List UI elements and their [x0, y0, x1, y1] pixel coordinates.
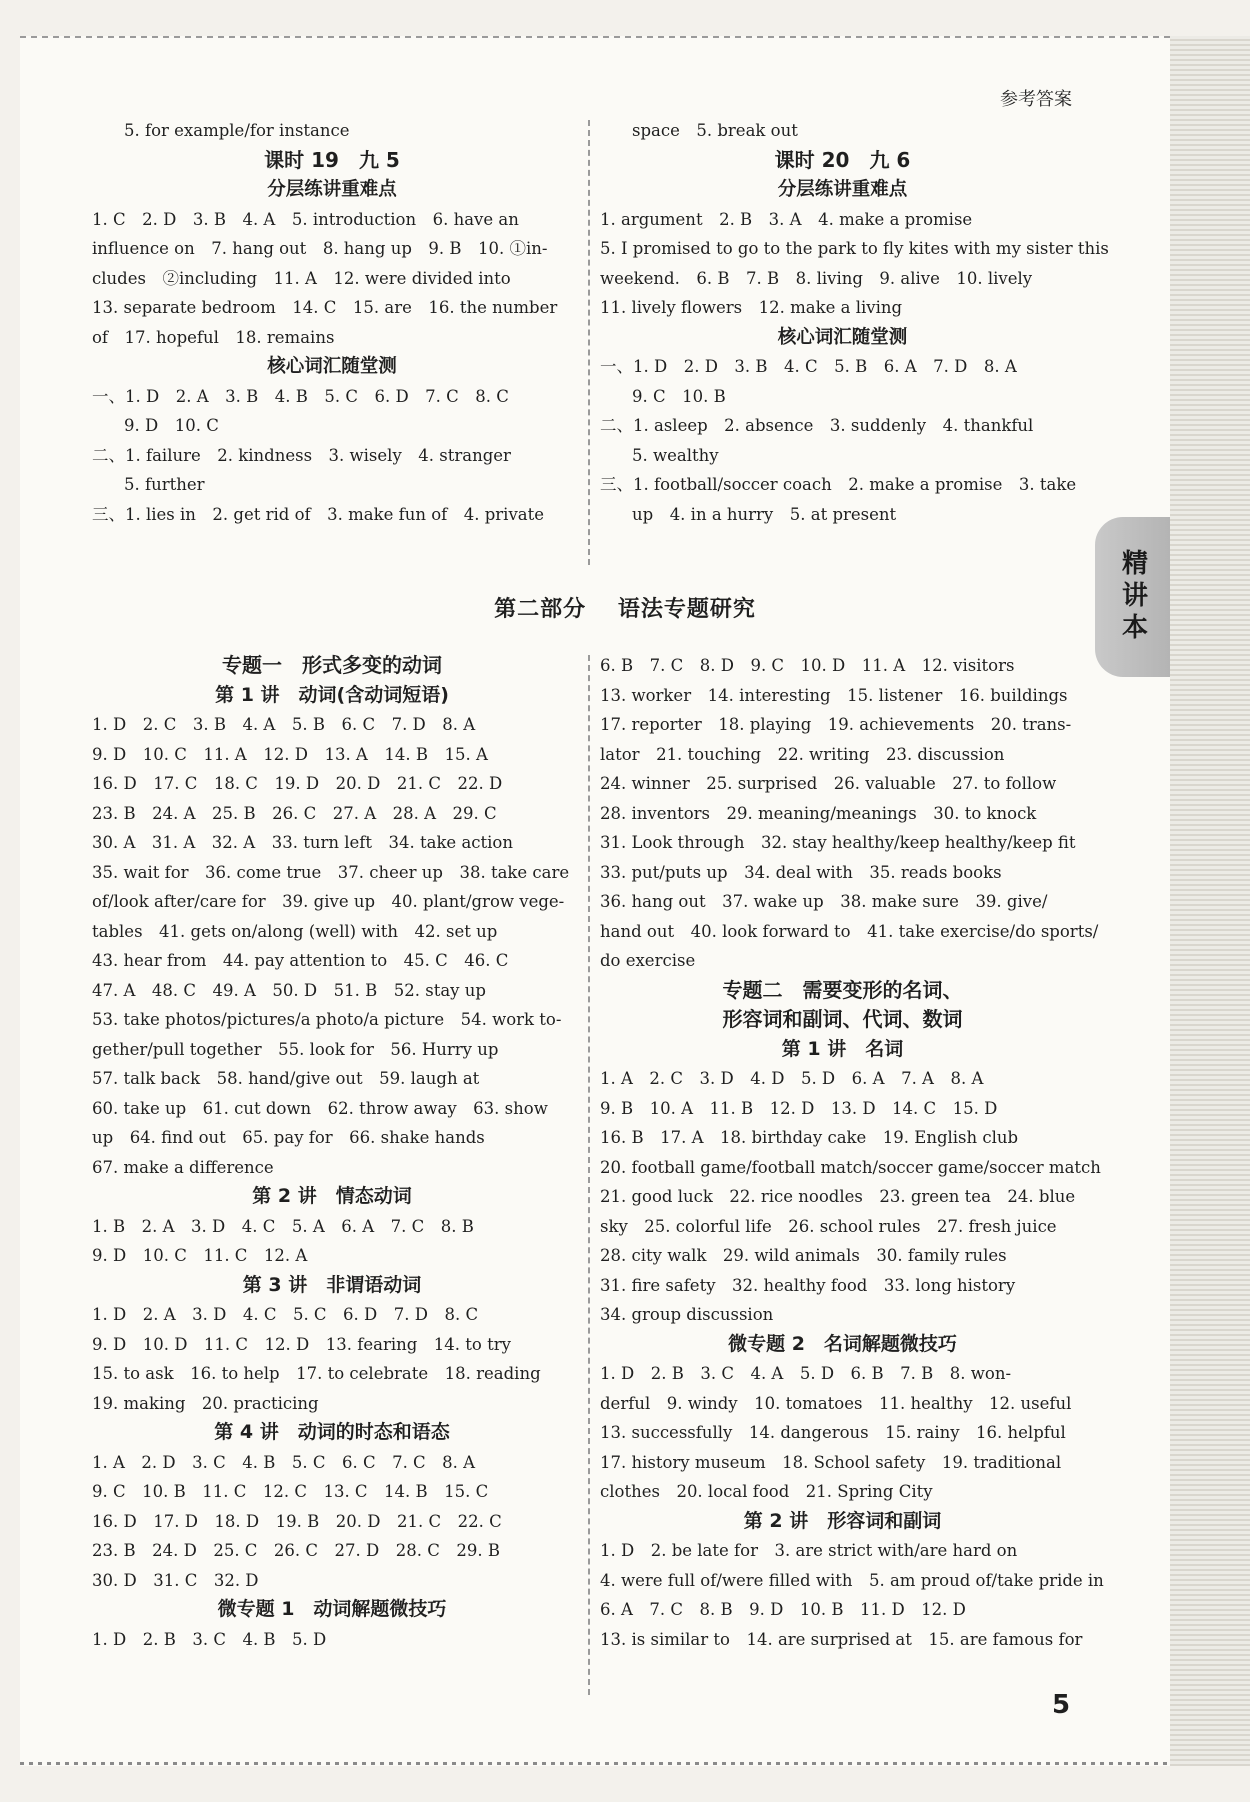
answer-line: 23. B 24. A 25. B 26. C 27. A 28. A 29. C [92, 803, 497, 823]
answer-line: 23. B 24. D 25. C 26. C 27. D 28. C 29. B [92, 1541, 500, 1560]
answer-line: 三、1. lies in 2. get rid of 3. make fun of 4. private [92, 504, 545, 524]
answer-line: 1. argument 2. B 3. A 4. make a promise [600, 209, 973, 229]
page-edge [1170, 36, 1250, 1766]
answer-line: 13. successfully 14. dangerous 15. rainy 16. helpful [600, 1423, 1066, 1442]
side-tab-text: 精讲本 [1117, 549, 1148, 645]
answer-line: gether/pull together 55. look for 56. Hurry up [92, 1039, 499, 1059]
answer-line: 16. D 17. C 18. C 19. D 20. D 21. C 22. D [92, 774, 503, 793]
answer-line: 6. A 7. C 8. B 9. D 10. B 11. D 12. D [600, 1600, 966, 1619]
section-heading: 微专题 1 动词解题微技巧 [217, 1598, 447, 1620]
answer-line: sky 25. colorful life 26. school rules 27. fresh juice [600, 1216, 1057, 1236]
answer-line: up 64. find out 65. pay for 66. shake hands [92, 1128, 485, 1147]
answer-line: 一、1. D 2. D 3. B 4. C 5. B 6. A 7. D 8. A [600, 357, 1017, 376]
top-rule [20, 36, 1170, 38]
answer-line: 30. D 31. C 32. D [92, 1570, 259, 1590]
answer-line: 53. take photos/pictures/a photo/a picture 54. work to- [92, 1010, 562, 1029]
answer-line: 15. to ask 16. to help 17. to celebrate 18. reading [92, 1364, 541, 1383]
answer-line: weekend. 6. B 7. B 8. living 9. alive 10. lively [600, 268, 1033, 288]
answer-line: 35. wait for 36. come true 37. cheer up 38. take care [92, 862, 570, 882]
answer-line: 17. reporter 18. playing 19. achievements 20. trans- [600, 715, 1072, 734]
answer-line: 16. B 17. A 18. birthday cake 19. English club [600, 1128, 1019, 1147]
answer-line: 5. further [124, 475, 205, 494]
section-heading: 课时 20 九 6 [774, 147, 911, 172]
answer-line: 三、1. football/soccer coach 2. make a promise 3. take [600, 475, 1077, 494]
section-heading: 课时 19 九 5 [264, 147, 400, 172]
answer-line: do exercise [600, 951, 696, 970]
answer-line: 13. separate bedroom 14. C 15. are 16. the number [92, 298, 558, 317]
answer-line: 24. winner 25. surprised 26. valuable 27. to follow [600, 774, 1057, 793]
answer-line: 6. B 7. C 8. D 9. C 10. D 11. A 12. visitors [600, 656, 1015, 675]
answer-line: 1. B 2. A 3. D 4. C 5. A 6. A 7. C 8. B [92, 1216, 474, 1236]
answer-line: 1. C 2. D 3. B 4. A 5. introduction 6. have an [92, 209, 519, 229]
answer-line: clothes 20. local food 21. Spring City [600, 1482, 933, 1501]
answer-line: 47. A 48. C 49. A 50. D 51. B 52. stay up [92, 980, 486, 1000]
page-number: 5 [1052, 1690, 1071, 1720]
answer-line: 34. group discussion [600, 1305, 774, 1324]
answer-line: 43. hear from 44. pay attention to 45. C 46. C [92, 951, 509, 970]
answer-line: 33. put/puts up 34. deal with 35. reads books [600, 862, 1002, 882]
section-heading: 分层练讲重难点 [777, 179, 908, 200]
section-heading: 分层练讲重难点 [267, 179, 397, 200]
section-heading: 第 3 讲 非谓语动词 [242, 1273, 422, 1296]
answer-line: 16. D 17. D 18. D 19. B 20. D 21. C 22. C [92, 1511, 502, 1531]
answer-line: 19. making 20. practicing [92, 1393, 319, 1413]
answer-line: 二、1. failure 2. kindness 3. wisely 4. stranger [92, 445, 511, 465]
answer-line: 31. fire safety 32. healthy food 33. long history [600, 1275, 1016, 1295]
answer-line: 1. D 2. B 3. C 4. B 5. D [92, 1629, 327, 1649]
answer-line: 9. B 10. A 11. B 12. D 13. D 14. C 15. D [600, 1098, 998, 1118]
section-heading: 微专题 2 名词解题微技巧 [728, 1332, 957, 1355]
answer-line: hand out 40. look forward to 41. take exercise/do sports/ [600, 921, 1099, 941]
answer-line: derful 9. windy 10. tomatoes 11. healthy 12. useful [600, 1393, 1072, 1413]
answer-line: up 4. in a hurry 5. at present [632, 504, 897, 524]
section-heading: 核心词汇随堂测 [267, 356, 397, 377]
answer-line: 9. C 10. B [632, 386, 726, 406]
answer-line: 1. A 2. D 3. C 4. B 5. C 6. C 7. C 8. A [92, 1452, 476, 1472]
header-label: 参考答案 [1000, 89, 1072, 110]
section-heading: 第 1 讲 动词(含动词短语) [215, 683, 449, 706]
answer-line: 60. take up 61. cut down 62. throw away 63. show [92, 1098, 548, 1118]
answer-line: 21. good luck 22. rice noodles 23. green tea 24. blue [600, 1187, 1076, 1206]
answer-line: 57. talk back 58. hand/give out 59. laugh at [92, 1069, 480, 1088]
answer-line: 17. history museum 18. School safety 19. traditional [600, 1452, 1062, 1472]
bottom-right-column [600, 651, 1104, 1654]
answer-line: cludes ②including 11. A 12. were divided into [92, 268, 511, 288]
answer-line: 9. D 10. C [124, 416, 219, 435]
answer-line: 1. D 2. C 3. B 4. A 5. B 6. C 7. D 8. A [92, 715, 476, 734]
answer-line: 二、1. asleep 2. absence 3. suddenly 4. thankful [600, 416, 1034, 435]
answer-line: 13. worker 14. interesting 15. listener 16. buildings [600, 685, 1068, 705]
answer-line: 30. A 31. A 32. A 33. turn left 34. take action [92, 833, 513, 852]
answer-line: 36. hang out 37. wake up 38. make sure 39. give/ [600, 892, 1048, 911]
answer-line: influence on 7. hang out 8. hang up 9. B 10. ①in- [92, 239, 548, 258]
answer-line: 31. Look through 32. stay healthy/keep healthy/keep fit [600, 833, 1076, 852]
answer-line: tables 41. gets on/along (well) with 42. set up [92, 921, 498, 941]
answer-line: 28. city walk 29. wild animals 30. family rules [600, 1246, 1007, 1265]
answer-line: 1. D 2. A 3. D 4. C 5. C 6. D 7. D 8. C [92, 1305, 479, 1324]
answer-line: 1. D 2. B 3. C 4. A 5. D 6. B 7. B 8. won- [600, 1364, 1012, 1383]
answer-line: space 5. break out [632, 121, 798, 140]
bottom-left-column [92, 651, 572, 1654]
top-left-column [92, 116, 572, 529]
bottom-rule [20, 1762, 1170, 1765]
answer-line: 9. D 10. D 11. C 12. D 13. fearing 14. to try [92, 1334, 511, 1354]
top-right-column [600, 116, 1109, 529]
answer-line: 4. were full of/were filled with 5. am proud of/take pride in [600, 1570, 1104, 1590]
answer-line: 67. make a difference [92, 1157, 274, 1177]
answer-line: 9. D 10. C 11. A 12. D 13. A 14. B 15. A [92, 744, 488, 764]
answer-line: 11. lively flowers 12. make a living [600, 298, 903, 317]
section-heading: 第 4 讲 动词的时态和语态 [214, 1421, 450, 1443]
section-heading: 第 2 讲 情态动词 [252, 1185, 412, 1207]
answer-line: 一、1. D 2. A 3. B 4. B 5. C 6. D 7. C 8. C [92, 386, 509, 406]
answer-line: 28. inventors 29. meaning/meanings 30. to knock [600, 803, 1037, 823]
answer-line: 1. D 2. be late for 3. are strict with/are hard on [600, 1541, 1018, 1560]
answer-line: 13. is similar to 14. are surprised at 15. are famous for [600, 1629, 1083, 1649]
answer-line: 5. wealthy [632, 445, 719, 465]
answer-line: 5. I promised to go to the park to fly kites with my sister this [600, 239, 1109, 258]
answer-line: 1. A 2. C 3. D 4. D 5. D 6. A 7. A 8. A [600, 1069, 984, 1088]
column-divider-bottom [588, 655, 590, 1695]
answer-line: lator 21. touching 22. writing 23. discussion [600, 744, 1005, 764]
section-heading: 专题一 形式多变的动词 [222, 653, 442, 677]
answer-line: of/look after/care for 39. give up 40. plant/grow vege- [92, 892, 565, 911]
answer-line: 9. C 10. B 11. C 12. C 13. C 14. B 15. C [92, 1482, 489, 1501]
answer-line: of 17. hopeful 18. remains [92, 327, 335, 347]
section-heading: 专题二 需要变形的名词、 [722, 977, 963, 1002]
answer-line: 9. D 10. C 11. C 12. A [92, 1246, 308, 1265]
answer-line: 20. football game/football match/soccer game/soccer match [600, 1157, 1101, 1177]
section-heading: 核心词汇随堂测 [777, 326, 908, 348]
section-heading: 第 1 讲 名词 [781, 1037, 904, 1060]
column-divider-top [588, 120, 590, 565]
answer-line: 5. for example/for instance [124, 121, 350, 140]
section-heading: 第 2 讲 形容词和副词 [743, 1509, 942, 1532]
part-title: 第二部分 语法专题研究 [494, 597, 756, 622]
section-heading: 形容词和副词、代词、数词 [722, 1007, 963, 1031]
